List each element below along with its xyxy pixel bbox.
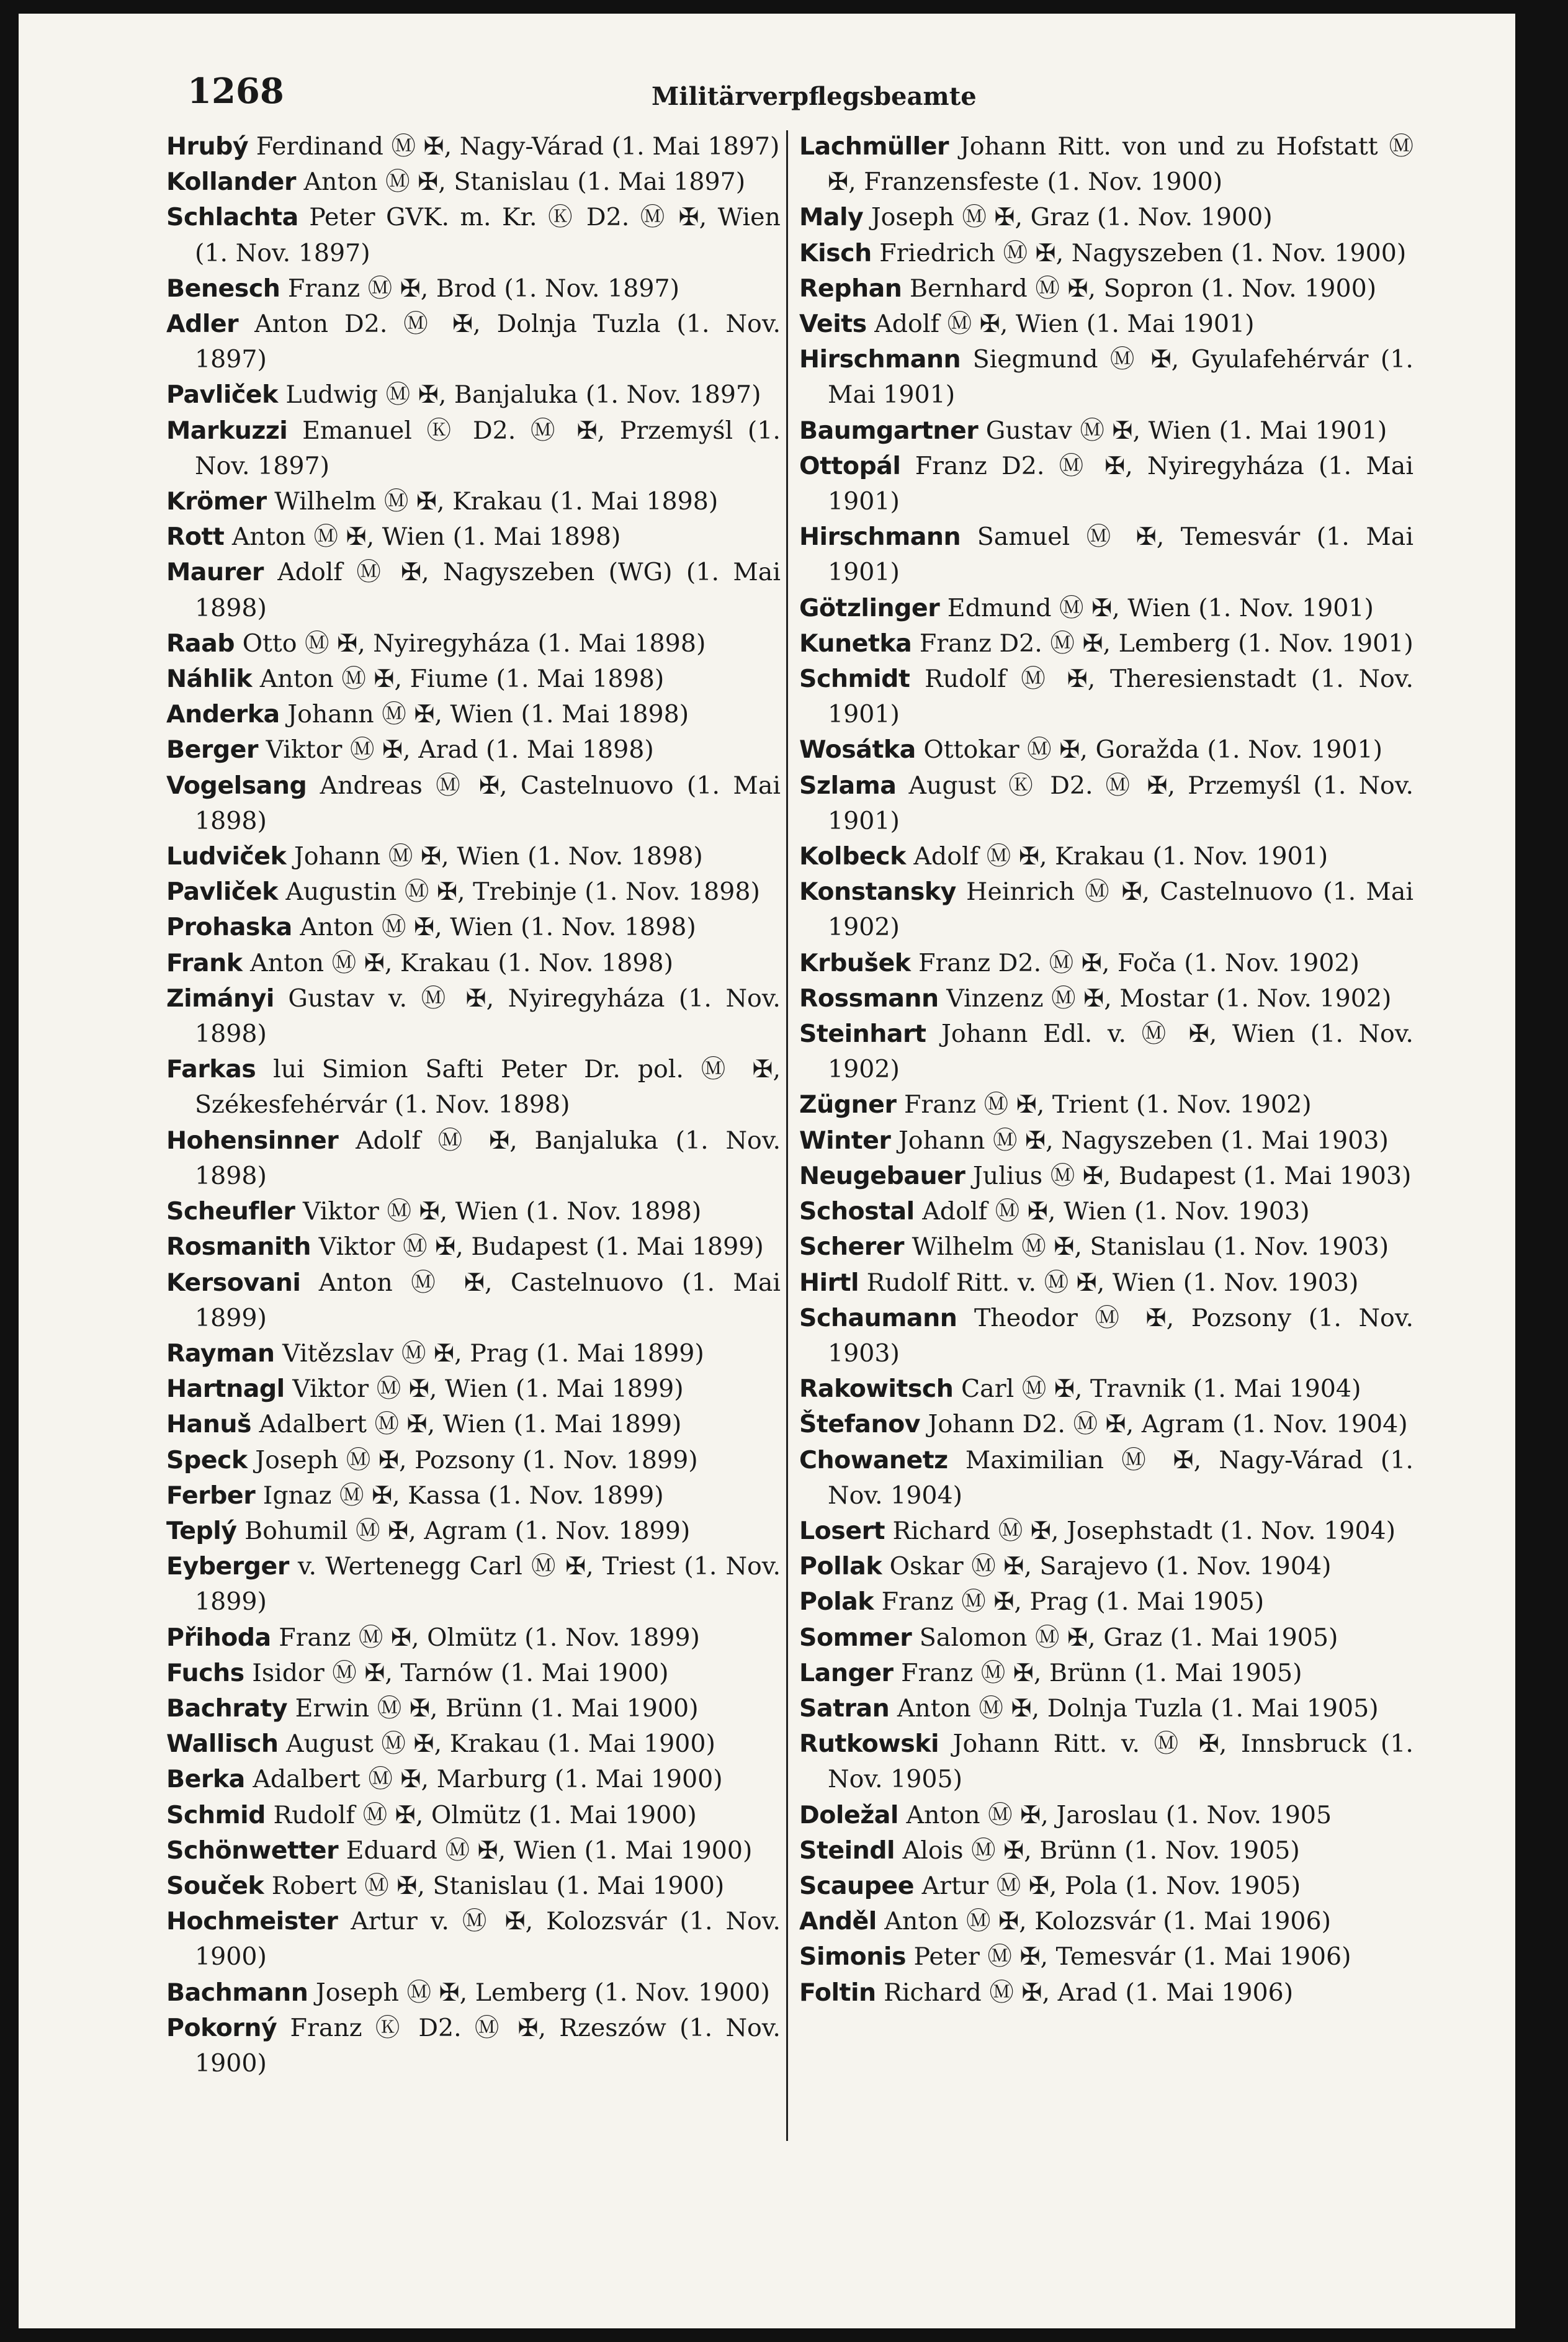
entry-details: Augustin Ⓜ ✠, Trebinje (1. Nov. 1898) <box>285 877 760 907</box>
entry-details: Adolf Ⓜ ✠, Banjaluka (1. Nov. 1898) <box>195 1126 781 1190</box>
register-entry <box>799 946 1413 981</box>
entry-surname: Markuzzi <box>166 416 288 445</box>
entry-surname: Hohensinner <box>166 1126 339 1155</box>
entry-surname: Kolbeck <box>799 842 906 871</box>
entry-surname: Steindl <box>799 1836 895 1865</box>
register-entry <box>166 1762 781 1797</box>
register-entry <box>166 1194 781 1229</box>
register-entry <box>166 1620 781 1656</box>
entry-surname: Scaupee <box>799 1871 914 1900</box>
register-entry <box>799 662 1413 732</box>
entry-surname: Hrubý <box>166 132 249 161</box>
entry-details: Peter GVK. m. Kr. Ⓚ D2. Ⓜ ✠, Wien (1. Nov. 1897) <box>195 203 781 267</box>
entry-surname: Szlama <box>799 771 897 800</box>
register-entry <box>166 555 781 626</box>
entry-surname: Langer <box>799 1658 894 1687</box>
entry-surname: Raab <box>166 629 235 658</box>
entry-details: Adolf Ⓜ ✠, Wien (1. Nov. 1903) <box>922 1197 1310 1226</box>
register-entry <box>166 839 781 874</box>
register-entry <box>166 981 781 1052</box>
register-entry <box>799 1975 1413 2011</box>
entry-surname: Doležal <box>799 1800 898 1829</box>
entry-surname: Hirschmann <box>799 345 961 374</box>
entry-details: Anton Ⓜ ✠, Fiume (1. Mai 1898) <box>259 665 665 694</box>
entry-surname: Baumgartner <box>799 416 979 445</box>
entry-surname: Schlachta <box>166 203 298 232</box>
register-entry <box>799 342 1413 413</box>
entry-surname: Anděl <box>799 1907 877 1936</box>
entry-details: Joseph Ⓜ ✠, Lemberg (1. Nov. 1900) <box>315 1978 770 2007</box>
register-entry <box>799 1407 1413 1442</box>
entry-surname: Souček <box>166 1871 264 1900</box>
entry-details: Franz D2. Ⓜ ✠, Foča (1. Nov. 1902) <box>918 948 1360 977</box>
entry-surname: Přihoda <box>166 1623 271 1652</box>
entry-details: Adalbert Ⓜ ✠, Marburg (1. Mai 1900) <box>253 1765 723 1794</box>
entry-details: Johann Ritt. von und zu Hofstatt Ⓜ ✠, Franzensfeste (1. Nov. 1900) <box>828 132 1413 197</box>
entry-surname: Satran <box>799 1694 890 1723</box>
register-entry <box>166 1443 781 1478</box>
entry-surname: Hirschmann <box>799 523 961 552</box>
entry-surname: Berka <box>166 1765 245 1794</box>
entry-details: Bernhard Ⓜ ✠, Sopron (1. Nov. 1900) <box>909 274 1377 303</box>
register-entry <box>166 626 781 662</box>
entry-details: Johann D2. Ⓜ ✠, Agram (1. Nov. 1904) <box>928 1410 1408 1439</box>
register-entry <box>166 1833 781 1869</box>
register-entry <box>799 1656 1413 1691</box>
entry-surname: Veits <box>799 310 867 339</box>
register-entry <box>799 129 1413 200</box>
register-entry <box>166 732 781 768</box>
register-entry <box>799 1443 1413 1514</box>
entry-details: Adolf Ⓜ ✠, Nagyszeben (WG) (1. Mai 1898) <box>195 558 781 622</box>
entry-details: Oskar Ⓜ ✠, Sarajevo (1. Nov. 1904) <box>889 1552 1332 1581</box>
entry-surname: Scheufler <box>166 1197 295 1226</box>
register-entry <box>799 271 1413 307</box>
entry-surname: Kisch <box>799 238 872 267</box>
entry-surname: Rephan <box>799 274 902 303</box>
entry-surname: Bachmann <box>166 1978 308 2007</box>
entry-details: August Ⓚ D2. Ⓜ ✠, Przemyśl (1. Nov. 1901) <box>828 771 1414 835</box>
register-entry <box>799 1016 1413 1087</box>
left-column <box>166 129 781 2081</box>
entry-details: Siegmund Ⓜ ✠, Gyulafehérvár (1. Mai 1901) <box>828 345 1413 410</box>
entry-details: lui Simion Safti Peter Dr. pol. Ⓜ ✠, Székesfehérvár (1. Nov. 1898) <box>195 1055 781 1119</box>
register-entry <box>799 839 1413 874</box>
entry-details: Artur Ⓜ ✠, Pola (1. Nov. 1905) <box>921 1871 1301 1900</box>
entry-details: Anton Ⓜ ✠, Kolozsvár (1. Mai 1906) <box>884 1907 1332 1936</box>
register-entry <box>799 519 1413 590</box>
entry-details: Franz D2. Ⓜ ✠, Nyiregyháza (1. Mai 1901) <box>828 451 1413 516</box>
entry-surname: Winter <box>799 1126 891 1155</box>
page-heading: Militärverpflegsbeamte <box>652 82 977 111</box>
entry-surname: Kersovani <box>166 1268 301 1297</box>
register-entry <box>166 200 781 271</box>
entry-details: Viktor Ⓜ ✠, Budapest (1. Mai 1899) <box>318 1232 764 1262</box>
entry-surname: Kunetka <box>799 629 912 658</box>
entry-details: Otto Ⓜ ✠, Nyiregyháza (1. Mai 1898) <box>242 629 706 658</box>
register-entry <box>799 200 1413 235</box>
entry-surname: Hirtl <box>799 1268 859 1297</box>
entry-details: Anton Ⓜ ✠, Castelnuovo (1. Mai 1899) <box>195 1268 781 1332</box>
entry-surname: Prohaska <box>166 913 292 942</box>
entry-surname: Simonis <box>799 1942 906 1972</box>
register-entry <box>799 1549 1413 1584</box>
entry-details: Andreas Ⓜ ✠, Castelnuovo (1. Mai 1898) <box>195 771 781 835</box>
entry-details: Rudolf Ritt. v. Ⓜ ✠, Wien (1. Nov. 1903) <box>866 1268 1359 1297</box>
entry-details: Vitězslav Ⓜ ✠, Prag (1. Mai 1899) <box>282 1339 704 1368</box>
entry-details: v. Wertenegg Carl Ⓜ ✠, Triest (1. Nov. 1899) <box>195 1552 781 1617</box>
entry-surname: Sommer <box>799 1623 912 1652</box>
entry-details: Viktor Ⓜ ✠, Arad (1. Mai 1898) <box>266 735 654 765</box>
register-entry <box>166 768 781 839</box>
register-entry <box>166 1265 781 1336</box>
entry-surname: Krömer <box>166 487 267 516</box>
entry-surname: Pokorný <box>166 2013 277 2042</box>
entry-details: Johann Ⓜ ✠, Wien (1. Mai 1898) <box>287 700 689 729</box>
entry-surname: Foltin <box>799 1978 876 2007</box>
register-entry <box>799 413 1413 449</box>
entry-details: Vinzenz Ⓜ ✠, Mostar (1. Nov. 1902) <box>946 984 1392 1013</box>
register-entry <box>166 2011 781 2081</box>
entry-surname: Rayman <box>166 1339 275 1368</box>
register-entry <box>166 1478 781 1514</box>
register-entry <box>166 662 781 697</box>
entry-details: Gustav v. Ⓜ ✠, Nyiregyháza (1. Nov. 1898) <box>195 984 781 1049</box>
entry-surname: Vogelsang <box>166 771 307 800</box>
entry-details: Alois Ⓜ ✠, Brünn (1. Nov. 1905) <box>902 1836 1300 1865</box>
entry-details: August Ⓜ ✠, Krakau (1. Mai 1900) <box>286 1730 715 1759</box>
entry-surname: Chowanetz <box>799 1445 948 1474</box>
register-entry <box>166 946 781 981</box>
entry-surname: Schönwetter <box>166 1836 339 1865</box>
entry-details: Wilhelm Ⓜ ✠, Krakau (1. Mai 1898) <box>274 487 719 516</box>
register-entry <box>799 1691 1413 1726</box>
register-entry <box>799 1371 1413 1407</box>
register-entry <box>799 1869 1413 1904</box>
register-entry <box>166 377 781 413</box>
entry-details: Julius Ⓜ ✠, Budapest (1. Mai 1903) <box>972 1161 1412 1190</box>
entry-details: Edmund Ⓜ ✠, Wien (1. Nov. 1901) <box>947 593 1374 622</box>
register-entry <box>166 1549 781 1620</box>
entry-details: Franz Ⓜ ✠, Olmütz (1. Nov. 1899) <box>279 1623 700 1652</box>
entry-surname: Losert <box>799 1516 885 1545</box>
entry-details: Richard Ⓜ ✠, Josephstadt (1. Nov. 1904) <box>892 1516 1396 1545</box>
register-entry <box>166 307 781 377</box>
entry-surname: Maurer <box>166 558 264 587</box>
register-entry <box>799 768 1413 839</box>
entry-surname: Eyberger <box>166 1552 289 1581</box>
entry-surname: Steinhart <box>799 1020 926 1049</box>
register-entry <box>166 519 781 555</box>
entry-details: Salomon Ⓜ ✠, Graz (1. Mai 1905) <box>919 1623 1338 1652</box>
entry-details: Adalbert Ⓜ ✠, Wien (1. Mai 1899) <box>259 1410 682 1439</box>
register-entry <box>166 413 781 484</box>
entry-surname: Rosmanith <box>166 1232 311 1262</box>
right-column <box>799 129 1413 2011</box>
entry-surname: Konstansky <box>799 877 956 907</box>
entry-details: Ferdinand Ⓜ ✠, Nagy-Várad (1. Mai 1897) <box>256 132 780 161</box>
entry-details: Ignaz Ⓜ ✠, Kassa (1. Nov. 1899) <box>262 1481 664 1510</box>
register-entry <box>166 164 781 200</box>
entry-details: Heinrich Ⓜ ✠, Castelnuovo (1. Mai 1902) <box>828 877 1414 942</box>
entry-surname: Kollander <box>166 168 296 197</box>
entry-surname: Scherer <box>799 1232 905 1262</box>
register-entry <box>166 697 781 732</box>
entry-details: Anton Ⓜ ✠, Jaroslau (1. Nov. 1905 <box>906 1800 1332 1829</box>
register-entry <box>799 449 1413 519</box>
entry-details: Joseph Ⓜ ✠, Pozsony (1. Nov. 1899) <box>255 1445 698 1474</box>
register-entry <box>166 874 781 910</box>
entry-surname: Teplý <box>166 1516 237 1545</box>
register-entry <box>799 591 1413 626</box>
entry-surname: Polak <box>799 1587 874 1617</box>
register-entry <box>166 1869 781 1904</box>
entry-details: Johann Ritt. v. Ⓜ ✠, Innsbruck (1. Nov. 1905) <box>828 1730 1413 1794</box>
entry-surname: Pollak <box>799 1552 882 1581</box>
register-entry <box>166 1726 781 1762</box>
register-entry <box>799 1798 1413 1833</box>
entry-details: Franz Ⓜ ✠, Trient (1. Nov. 1902) <box>904 1090 1312 1119</box>
entry-surname: Rossmann <box>799 984 939 1013</box>
entry-surname: Anderka <box>166 700 280 729</box>
entry-details: Wilhelm Ⓜ ✠, Stanislau (1. Nov. 1903) <box>912 1232 1389 1262</box>
entry-surname: Neugebauer <box>799 1161 965 1190</box>
entry-details: Maximilian Ⓜ ✠, Nagy-Várad (1. Nov. 1904) <box>828 1445 1413 1510</box>
entry-surname: Wallisch <box>166 1730 279 1759</box>
entry-surname: Schmid <box>166 1800 266 1829</box>
register-entry <box>166 1656 781 1691</box>
register-entry <box>799 307 1413 342</box>
entry-surname: Wosátka <box>799 735 916 765</box>
entry-details: Franz Ⓜ ✠, Brod (1. Nov. 1897) <box>287 274 680 303</box>
register-entry <box>799 1159 1413 1194</box>
entry-details: Anton Ⓜ ✠, Krakau (1. Nov. 1898) <box>250 948 674 977</box>
entry-details: Gustav Ⓜ ✠, Wien (1. Mai 1901) <box>985 416 1387 445</box>
entry-surname: Fuchs <box>166 1658 244 1687</box>
register-entry <box>166 1407 781 1442</box>
register-entry <box>799 1301 1413 1371</box>
entry-details: Isidor Ⓜ ✠, Tarnów (1. Mai 1900) <box>252 1658 669 1687</box>
entry-surname: Maly <box>799 203 864 232</box>
entry-details: Franz Ⓚ D2. Ⓜ ✠, Rzeszów (1. Nov. 1900) <box>195 2013 781 2078</box>
register-entry <box>166 1904 781 1975</box>
entry-surname: Götzlinger <box>799 593 940 622</box>
entry-surname: Náhlik <box>166 665 253 694</box>
entry-details: Peter Ⓜ ✠, Temesvár (1. Mai 1906) <box>913 1942 1351 1972</box>
register-entry <box>166 1371 781 1407</box>
entry-details: Robert Ⓜ ✠, Stanislau (1. Mai 1900) <box>271 1871 725 1900</box>
entry-surname: Schaumann <box>799 1303 957 1332</box>
entry-surname: Berger <box>166 735 258 765</box>
entry-details: Franz Ⓜ ✠, Brünn (1. Mai 1905) <box>901 1658 1302 1687</box>
entry-surname: Hartnagl <box>166 1375 285 1404</box>
entry-details: Johann Ⓜ ✠, Wien (1. Nov. 1898) <box>293 842 703 871</box>
entry-details: Joseph Ⓜ ✠, Graz (1. Nov. 1900) <box>871 203 1273 232</box>
register-entry <box>799 1904 1413 1939</box>
entry-details: Ludwig Ⓜ ✠, Banjaluka (1. Nov. 1897) <box>285 380 761 410</box>
register-entry <box>799 1939 1413 1975</box>
entry-surname: Lachmüller <box>799 132 949 161</box>
entry-surname: Farkas <box>166 1055 256 1084</box>
entry-surname: Krbušek <box>799 948 911 977</box>
register-entry <box>166 910 781 945</box>
entry-surname: Zügner <box>799 1090 897 1119</box>
entry-details: Anton Ⓜ ✠, Dolnja Tuzla (1. Mai 1905) <box>897 1694 1379 1723</box>
entry-surname: Ottopál <box>799 451 901 480</box>
register-entry <box>166 484 781 519</box>
register-entry <box>799 732 1413 768</box>
entry-surname: Schostal <box>799 1197 915 1226</box>
register-entry <box>166 271 781 307</box>
register-entry <box>166 129 781 164</box>
register-entry <box>166 1798 781 1833</box>
entry-details: Bohumil Ⓜ ✠, Agram (1. Nov. 1899) <box>244 1516 691 1545</box>
register-entry <box>799 1229 1413 1265</box>
register-entry <box>166 1229 781 1265</box>
entry-details: Anton D2. Ⓜ ✠, Dolnja Tuzla (1. Nov. 1897) <box>195 310 781 374</box>
entry-details: Franz D2. Ⓜ ✠, Lemberg (1. Nov. 1901) <box>919 629 1413 658</box>
register-entry <box>799 1265 1413 1301</box>
entry-surname: Adler <box>166 310 239 339</box>
page-number: 1268 <box>187 71 284 112</box>
register-entry <box>799 1584 1413 1620</box>
entry-details: Franz Ⓜ ✠, Prag (1. Mai 1905) <box>881 1587 1265 1617</box>
register-entry <box>799 1123 1413 1159</box>
entry-details: Viktor Ⓜ ✠, Wien (1. Nov. 1898) <box>302 1197 702 1226</box>
register-entry <box>799 1833 1413 1869</box>
register-entry <box>799 1194 1413 1229</box>
register-entry <box>799 874 1413 945</box>
entry-details: Johann Edl. v. Ⓜ ✠, Wien (1. Nov. 1902) <box>828 1020 1413 1084</box>
entry-details: Anton Ⓜ ✠, Stanislau (1. Mai 1897) <box>303 168 746 197</box>
register-entry <box>799 236 1413 271</box>
entry-details: Samuel Ⓜ ✠, Temesvár (1. Mai 1901) <box>828 523 1413 587</box>
register-entry <box>799 1087 1413 1123</box>
entry-details: Johann Ⓜ ✠, Nagyszeben (1. Mai 1903) <box>898 1126 1389 1155</box>
entry-details: Erwin Ⓜ ✠, Brünn (1. Mai 1900) <box>295 1694 699 1723</box>
register-entry <box>799 1726 1413 1797</box>
register-entry <box>166 1052 781 1123</box>
entry-details: Ottokar Ⓜ ✠, Goražda (1. Nov. 1901) <box>923 735 1383 765</box>
entry-surname: Schmidt <box>799 665 910 694</box>
entry-surname: Pavliček <box>166 380 278 410</box>
entry-details: Theodor Ⓜ ✠, Pozsony (1. Nov. 1903) <box>828 1303 1414 1368</box>
entry-surname: Štefanov <box>799 1410 920 1439</box>
entry-details: Artur v. Ⓜ ✠, Kolozsvár (1. Nov. 1900) <box>195 1907 781 1972</box>
entry-surname: Speck <box>166 1445 248 1474</box>
entry-surname: Benesch <box>166 274 280 303</box>
entry-surname: Frank <box>166 948 243 977</box>
register-entry <box>166 1691 781 1726</box>
entry-details: Rudolf Ⓜ ✠, Olmütz (1. Mai 1900) <box>273 1800 697 1829</box>
register-entry <box>799 626 1413 662</box>
entry-details: Viktor Ⓜ ✠, Wien (1. Mai 1899) <box>292 1375 684 1404</box>
entry-details: Friedrich Ⓜ ✠, Nagyszeben (1. Nov. 1900) <box>879 238 1407 267</box>
entry-details: Adolf Ⓜ ✠, Wien (1. Mai 1901) <box>874 310 1255 339</box>
entry-surname: Rott <box>166 523 225 552</box>
entry-details: Adolf Ⓜ ✠, Krakau (1. Nov. 1901) <box>913 842 1328 871</box>
entry-details: Rudolf Ⓜ ✠, Theresienstadt (1. Nov. 1901) <box>828 665 1413 729</box>
entry-surname: Ferber <box>166 1481 256 1510</box>
register-entry <box>166 1336 781 1371</box>
entry-surname: Zimányi <box>166 984 274 1013</box>
entry-surname: Rutkowski <box>799 1730 939 1759</box>
entry-surname: Pavliček <box>166 877 278 907</box>
register-entry <box>166 1123 781 1194</box>
register-entry <box>799 1514 1413 1549</box>
entry-surname: Hanuš <box>166 1410 251 1439</box>
register-entry <box>799 1620 1413 1656</box>
entry-surname: Ludviček <box>166 842 287 871</box>
entry-details: Carl Ⓜ ✠, Travnik (1. Mai 1904) <box>961 1375 1361 1404</box>
entry-surname: Bachraty <box>166 1694 288 1723</box>
register-entry <box>166 1975 781 2011</box>
entry-details: Eduard Ⓜ ✠, Wien (1. Mai 1900) <box>346 1836 753 1865</box>
register-entry <box>799 981 1413 1016</box>
entry-surname: Hochmeister <box>166 1907 338 1936</box>
entry-details: Emanuel Ⓚ D2. Ⓜ ✠, Przemyśl (1. Nov. 1897) <box>195 416 781 480</box>
entry-details: Anton Ⓜ ✠, Wien (1. Mai 1898) <box>231 523 621 552</box>
column-divider <box>786 130 788 2141</box>
entry-details: Anton Ⓜ ✠, Wien (1. Nov. 1898) <box>300 913 696 942</box>
entry-details: Richard Ⓜ ✠, Arad (1. Mai 1906) <box>884 1978 1294 2007</box>
entry-surname: Rakowitsch <box>799 1375 954 1404</box>
register-entry <box>166 1514 781 1549</box>
